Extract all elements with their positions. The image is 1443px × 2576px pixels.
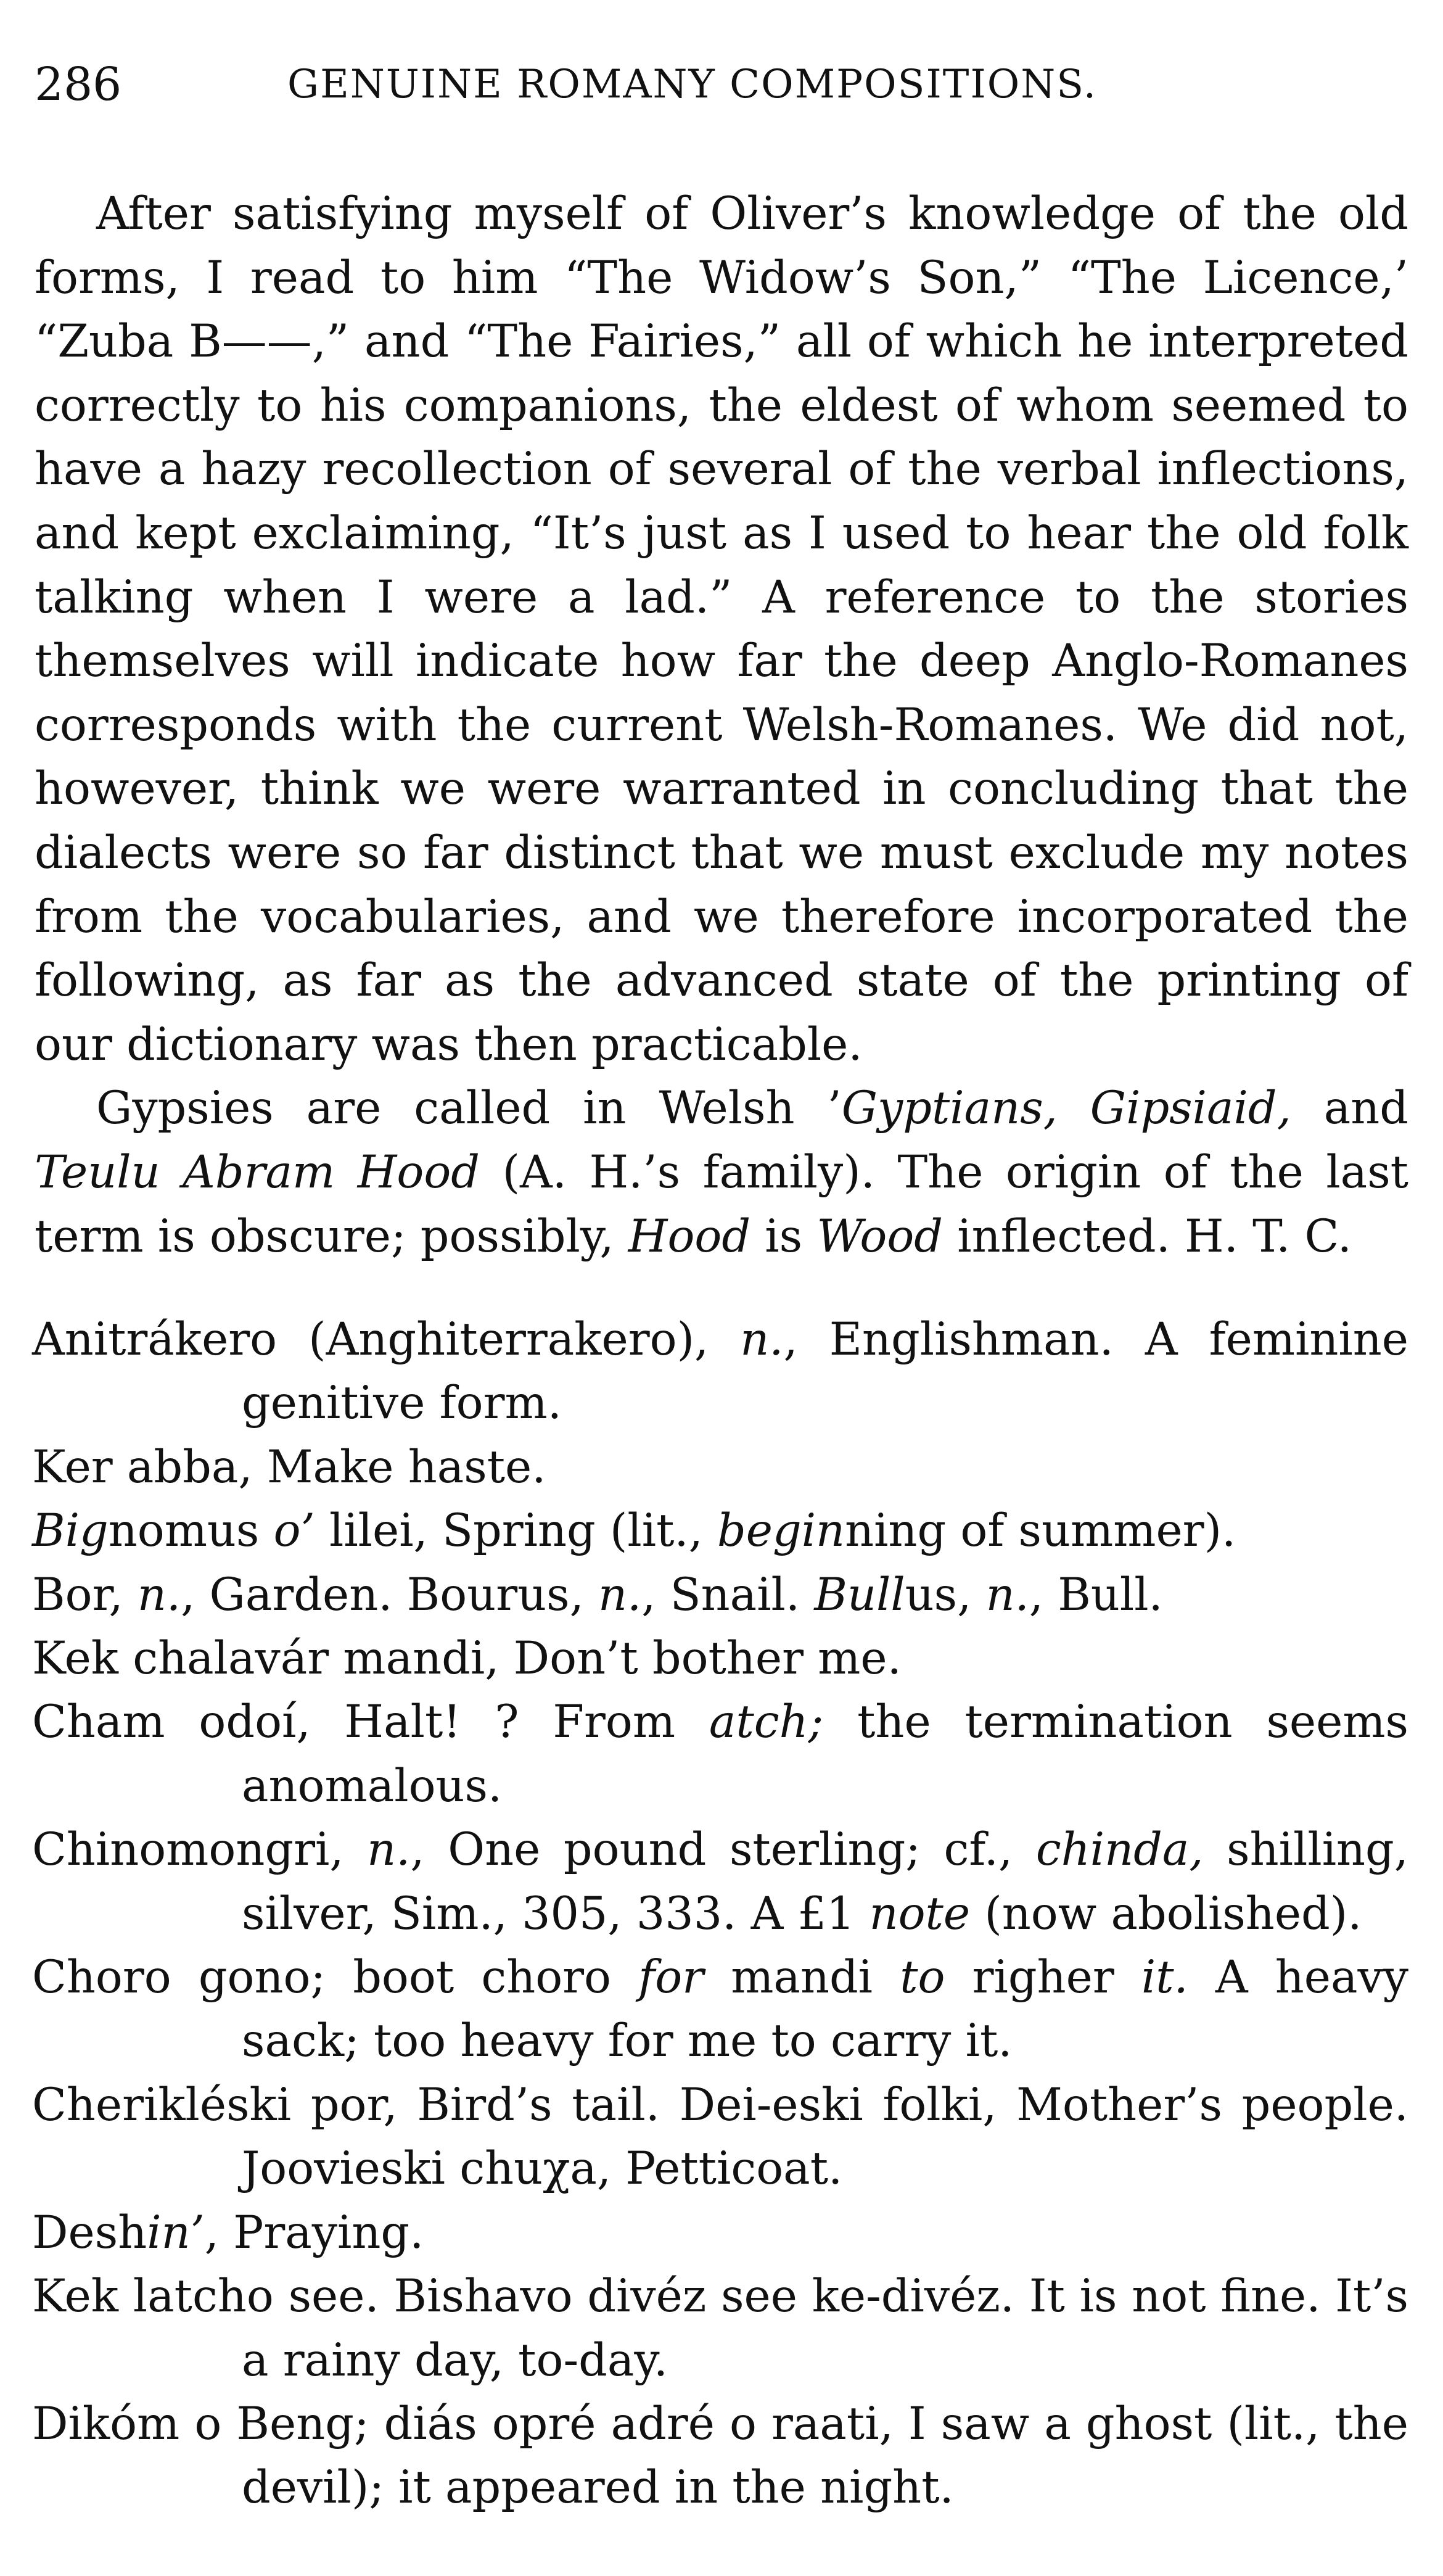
text-run: , Garden. Bourus, bbox=[181, 1568, 599, 1621]
text-run: n. bbox=[367, 1823, 411, 1876]
page-header bbox=[35, 51, 1408, 118]
glossary-entry bbox=[32, 2201, 1408, 2264]
glossary-entry bbox=[32, 1690, 1408, 1818]
glossary-entry bbox=[32, 1627, 1408, 1690]
text-run: n. bbox=[137, 1568, 181, 1621]
text-run: inflected. H. T. C. bbox=[943, 1210, 1352, 1263]
glossary-entry bbox=[32, 1435, 1408, 1499]
text-run: Ker abba, Make haste. bbox=[32, 1440, 546, 1493]
text-run: Cham odoí, Halt! ? From bbox=[32, 1696, 709, 1749]
text-run: Desh bbox=[32, 2206, 147, 2259]
glossary-entry bbox=[32, 1946, 1408, 2073]
text-run: Chinomongri, bbox=[32, 1823, 368, 1876]
text-run: mandi bbox=[704, 1951, 900, 2004]
text-run: Kek chalavár mandi, Don’t bother me. bbox=[32, 1632, 902, 1685]
text-run: righer bbox=[945, 1951, 1141, 2004]
glossary-entry bbox=[32, 2264, 1408, 2392]
glossary-entry bbox=[32, 2073, 1408, 2201]
text-run: (A. H.’s family). The origin of the last term is obscure; possibly, bbox=[35, 1146, 1408, 1263]
text-run: (now abolished). bbox=[970, 1887, 1362, 1940]
text-run: Kek latcho see. Bishavo divéz see ke-divéz. It is not fine. It’s a rainy day, to-day. bbox=[32, 2270, 1408, 2387]
text-run: it. bbox=[1141, 1951, 1188, 2004]
text-run: Gyptians, Gipsiaid, bbox=[841, 1082, 1291, 1135]
text-run: lilei, Spring (lit., bbox=[314, 1505, 718, 1558]
glossary-list bbox=[32, 1308, 1408, 2520]
text-run: Teulu Abram Hood bbox=[35, 1146, 480, 1199]
text-run: chinda, bbox=[1035, 1823, 1204, 1876]
text-run: , Bull. bbox=[1029, 1568, 1163, 1621]
text-run: , One pound sterling; cf., bbox=[410, 1823, 1036, 1876]
glossary-entry bbox=[32, 2392, 1408, 2520]
text-run: n. bbox=[598, 1568, 642, 1621]
text-run: , Englishman. A feminine genitive form. bbox=[242, 1313, 1408, 1430]
text-run: begin bbox=[717, 1505, 845, 1558]
text-run: note bbox=[869, 1887, 971, 1940]
text-run: n. bbox=[985, 1568, 1029, 1621]
text-run: Big bbox=[32, 1505, 109, 1558]
text-run: to bbox=[900, 1951, 945, 2004]
text-run: and bbox=[1291, 1082, 1408, 1135]
text-run: the termination seems anomalous. bbox=[242, 1696, 1409, 1812]
text-run: A heavy sack; too heavy for me to carry it. bbox=[242, 1951, 1409, 2068]
glossary-entry bbox=[32, 1818, 1408, 1946]
glossary-entry bbox=[32, 1499, 1408, 1563]
glossary-entry bbox=[32, 1308, 1408, 1435]
text-run: nomus bbox=[108, 1505, 274, 1558]
text-run: Gypsies are called in Welsh ’ bbox=[96, 1082, 842, 1135]
text-run: o’ bbox=[273, 1505, 315, 1558]
text-run: for bbox=[638, 1951, 704, 2004]
text-run: After satisfying myself of Oliver’s knowledge of the old forms, I read to him “The Widow’s Son,” “The Licence,’ “Zuba B——,” and “The Fairies,” all of which he interpreted correctly to his companions, the eldest of whom seemed to have a hazy recollection of several of the verbal inflections, and kept exclaiming, “It’s just as I used to hear the old folk talking when I were a lad.” A reference to the stories themselves will indicate how far the deep Anglo-Romanes corresponds with the current Welsh-Romanes. We did not, however, think we were warranted in concluding that the dialects were so far distinct that we must exclude my notes from the vocabularies, and we therefore incorporated the following, as far as the advanced state of the printing of our dictionary was then practicable. bbox=[35, 188, 1408, 1071]
text-run: Bull bbox=[814, 1568, 905, 1621]
text-run: atch; bbox=[709, 1696, 824, 1749]
text-run: n. bbox=[740, 1313, 784, 1366]
text-run: Cherikléski por, Bird’s tail. Dei-eski folki, Mother’s people. Joovieski chuχa, Petticoat. bbox=[32, 2078, 1408, 2195]
text-run: , Snail. bbox=[641, 1568, 815, 1621]
text-run: in’ bbox=[147, 2206, 205, 2259]
paragraph bbox=[35, 182, 1408, 1076]
text-run: us, bbox=[905, 1568, 986, 1621]
text-run: Anitrákero (Anghiterrakero), bbox=[32, 1313, 741, 1366]
text-run: Bor, bbox=[32, 1568, 138, 1621]
page-number: 286 bbox=[35, 58, 122, 111]
text-run: ning of summer). bbox=[845, 1505, 1236, 1558]
text-run: Wood bbox=[816, 1210, 944, 1263]
text-run: Hood bbox=[628, 1210, 751, 1263]
text-run: is bbox=[750, 1210, 817, 1263]
running-title: GENUINE ROMANY COMPOSITIONS. bbox=[287, 62, 1098, 107]
text-run: , Praying. bbox=[204, 2206, 424, 2259]
text-run: Choro gono; boot choro bbox=[32, 1951, 639, 2004]
text-run: Dikóm o Beng; diás opré adré o raati, I saw a ghost (lit., the devil); it appeared in the night. bbox=[32, 2397, 1408, 2514]
paragraph bbox=[35, 1076, 1408, 1268]
body-text bbox=[35, 182, 1408, 1268]
text-run: shilling, silver, Sim., 305, 333. A £1 bbox=[242, 1823, 1408, 1940]
glossary-entry bbox=[32, 1563, 1408, 1627]
